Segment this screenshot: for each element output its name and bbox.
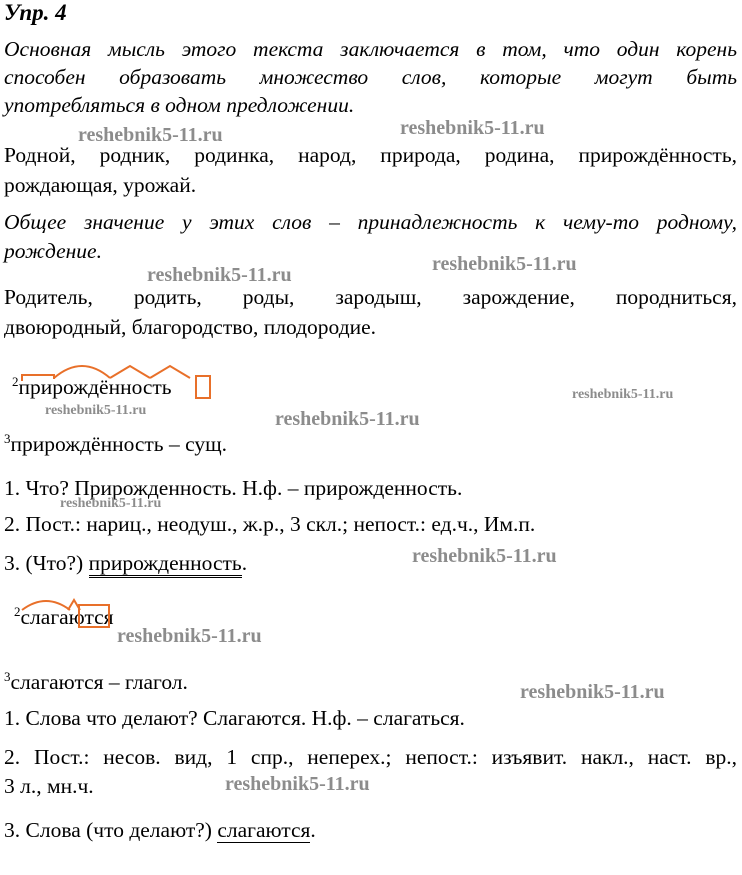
underlined-subject: прирожденность [89,551,242,578]
morpheme-word: слагаются [20,605,114,629]
main-idea-line: Основная мысль этого текста заключается в том, что один корень [4,37,737,61]
words-line: Родитель, родить, роды, зародыш, зарождение, породниться, [4,285,737,309]
exercise-title: Упр. 4 [4,0,67,25]
main-idea-line: способен образовать множество слов, которые могут быть [4,65,737,89]
watermark: reshebnik5-11.ru [520,681,665,703]
morpheme-marks-2 [16,588,136,628]
analysis-1-item-2: 2. Пост.: нариц., неодуш., ж.р., 3 скл.; непост.: ед.ч., Им.п. [4,512,536,536]
morpheme-word: прирождённость [18,375,172,399]
analysis-1-item-3 [4,551,247,576]
words-line: Родной, родник, родинка, народ, природа, родина, прирождённость, [4,143,737,167]
common-meaning-paragraph [4,210,737,264]
watermark: reshebnik5-11.ru [78,124,223,146]
item-line: 2. Пост.: несов. вид, 1 спр., неперех.; непост.: изъявит. накл., наст. вр., [4,745,737,769]
item-line: 3 л., мн.ч. [4,774,94,798]
superscript-3: 3 [4,431,11,446]
analysis-2-item-2 [4,745,737,799]
analysis-1-item-1: 1. Что? Прирожденность. Н.ф. – прирожденность. [4,476,463,500]
words-line: двоюродный, благородство, плодородие. [4,315,377,339]
underlined-predicate: слагаются [217,818,311,842]
main-idea-paragraph [4,37,737,118]
analysis-2-heading [4,670,188,695]
main-idea-line: употребляться в одном предложении. [4,93,355,117]
item-prefix: 3. Слова (что делают?) [4,818,218,842]
analysis-heading-text: прирождённость – сущ. [10,432,228,456]
superscript-2: 2 [14,604,21,619]
watermark: reshebnik5-11.ru [400,117,545,139]
common-meaning-line: рождение. [4,239,102,263]
superscript-3: 3 [4,669,11,684]
analysis-1-heading [4,432,227,457]
words-list-2 [4,285,737,340]
item-prefix: 3. (Что?) [4,551,89,575]
words-line: рождающая, урожай. [4,173,197,197]
watermark: reshebnik5-11.ru [60,496,162,511]
watermark: reshebnik5-11.ru [117,625,262,647]
watermark: reshebnik5-11.ru [45,403,147,418]
item-suffix: . [310,818,316,842]
morpheme-marks-1 [14,352,224,402]
analysis-2-item-3 [4,818,316,843]
watermark: reshebnik5-11.ru [572,387,674,402]
watermark: reshebnik5-11.ru [225,773,370,795]
common-meaning-line: Общее значение у этих слов – принадлежность к чему-то родному, [4,210,737,234]
superscript-2: 2 [12,374,19,389]
watermark: reshebnik5-11.ru [432,253,577,275]
analysis-heading-text: слагаются – глагол. [10,670,188,694]
watermark: reshebnik5-11.ru [275,408,420,430]
analysis-2-item-1: 1. Слова что делают? Слагаются. Н.ф. – слагаться. [4,706,465,730]
watermark: reshebnik5-11.ru [412,545,557,567]
item-suffix: . [241,551,248,575]
words-list-1 [4,143,737,198]
watermark: reshebnik5-11.ru [147,264,292,286]
